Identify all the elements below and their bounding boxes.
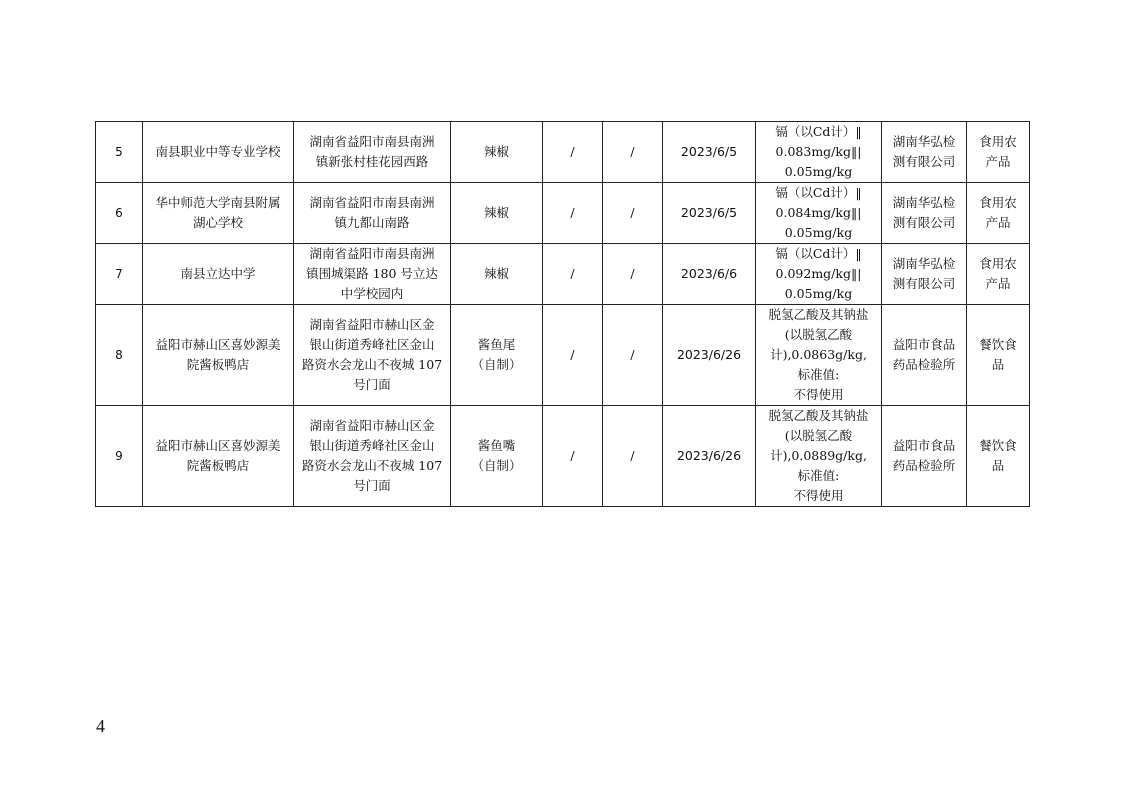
- food-category-cell: 食用农 产品: [967, 244, 1030, 305]
- sampling-date-cell: 2023/6/26: [663, 305, 756, 406]
- testing-agency-cell: 湖南华弘检 测有限公司: [882, 183, 967, 244]
- food-category-cell: 餐饮食 品: [967, 305, 1030, 406]
- entity-name-cell: 南县职业中等专业学校: [143, 122, 294, 183]
- specification-cell: /: [603, 244, 663, 305]
- entity-address-cell: 湖南省益阳市南县南洲 镇九都山南路: [294, 183, 451, 244]
- testing-agency-cell: 湖南华弘检 测有限公司: [882, 122, 967, 183]
- table-row: [96, 244, 1030, 305]
- entity-address-cell: 湖南省益阳市南县南洲 镇新张村桂花园西路: [294, 122, 451, 183]
- nonconforming-result-cell: 镉（以Cd计）‖ 0.084mg/kg‖| 0.05mg/kg: [756, 183, 882, 244]
- specification-cell: /: [603, 122, 663, 183]
- entity-address-cell: 湖南省益阳市赫山区金 银山街道秀峰社区金山 路资水会龙山不夜城 107 号门面: [294, 305, 451, 406]
- sampling-date-cell: 2023/6/26: [663, 406, 756, 507]
- specification-cell: /: [603, 406, 663, 507]
- row-number-cell: 9: [96, 406, 143, 507]
- food-category-cell: 食用农 产品: [967, 183, 1030, 244]
- sampling-date-cell: 2023/6/5: [663, 183, 756, 244]
- table-row: [96, 406, 1030, 507]
- row-number-cell: 5: [96, 122, 143, 183]
- inspection-results-table: [95, 121, 1030, 507]
- row-number-cell: 8: [96, 305, 143, 406]
- nonconforming-result-cell: 脱氢乙酸及其钠盐 (以脱氢乙酸 计),0.0863g/kg, 标准值: 不得使用: [756, 305, 882, 406]
- table-row: [96, 183, 1030, 244]
- entity-name-cell: 华中师范大学南县附属 湖心学校: [143, 183, 294, 244]
- nonconforming-result-cell: 镉（以Cd计）‖ 0.092mg/kg‖| 0.05mg/kg: [756, 244, 882, 305]
- table-row: [96, 305, 1030, 406]
- brand-cell: /: [543, 305, 603, 406]
- brand-cell: /: [543, 406, 603, 507]
- entity-address-cell: 湖南省益阳市赫山区金 银山街道秀峰社区金山 路资水会龙山不夜城 107 号门面: [294, 406, 451, 507]
- testing-agency-cell: 湖南华弘检 测有限公司: [882, 244, 967, 305]
- sampling-date-cell: 2023/6/5: [663, 122, 756, 183]
- row-number-cell: 7: [96, 244, 143, 305]
- specification-cell: /: [603, 305, 663, 406]
- brand-cell: /: [543, 122, 603, 183]
- entity-address-cell: 湖南省益阳市南县南洲 镇围城渠路 180 号立达 中学校园内: [294, 244, 451, 305]
- nonconforming-result-cell: 脱氢乙酸及其钠盐 (以脱氢乙酸 计),0.0889g/kg, 标准值: 不得使用: [756, 406, 882, 507]
- product-name-cell: 辣椒: [451, 244, 543, 305]
- brand-cell: /: [543, 244, 603, 305]
- page-number: 4: [96, 716, 105, 736]
- sampling-date-cell: 2023/6/6: [663, 244, 756, 305]
- testing-agency-cell: 益阳市食品 药品检验所: [882, 406, 967, 507]
- food-category-cell: 餐饮食 品: [967, 406, 1030, 507]
- table-row: [96, 122, 1030, 183]
- nonconforming-result-cell: 镉（以Cd计）‖ 0.083mg/kg‖| 0.05mg/kg: [756, 122, 882, 183]
- entity-name-cell: 南县立达中学: [143, 244, 294, 305]
- brand-cell: /: [543, 183, 603, 244]
- food-category-cell: 食用农 产品: [967, 122, 1030, 183]
- product-name-cell: 酱鱼嘴 （自制）: [451, 406, 543, 507]
- entity-name-cell: 益阳市赫山区喜妙源美 院酱板鸭店: [143, 305, 294, 406]
- row-number-cell: 6: [96, 183, 143, 244]
- product-name-cell: 辣椒: [451, 122, 543, 183]
- product-name-cell: 辣椒: [451, 183, 543, 244]
- product-name-cell: 酱鱼尾 （自制）: [451, 305, 543, 406]
- testing-agency-cell: 益阳市食品 药品检验所: [882, 305, 967, 406]
- entity-name-cell: 益阳市赫山区喜妙源美 院酱板鸭店: [143, 406, 294, 507]
- specification-cell: /: [603, 183, 663, 244]
